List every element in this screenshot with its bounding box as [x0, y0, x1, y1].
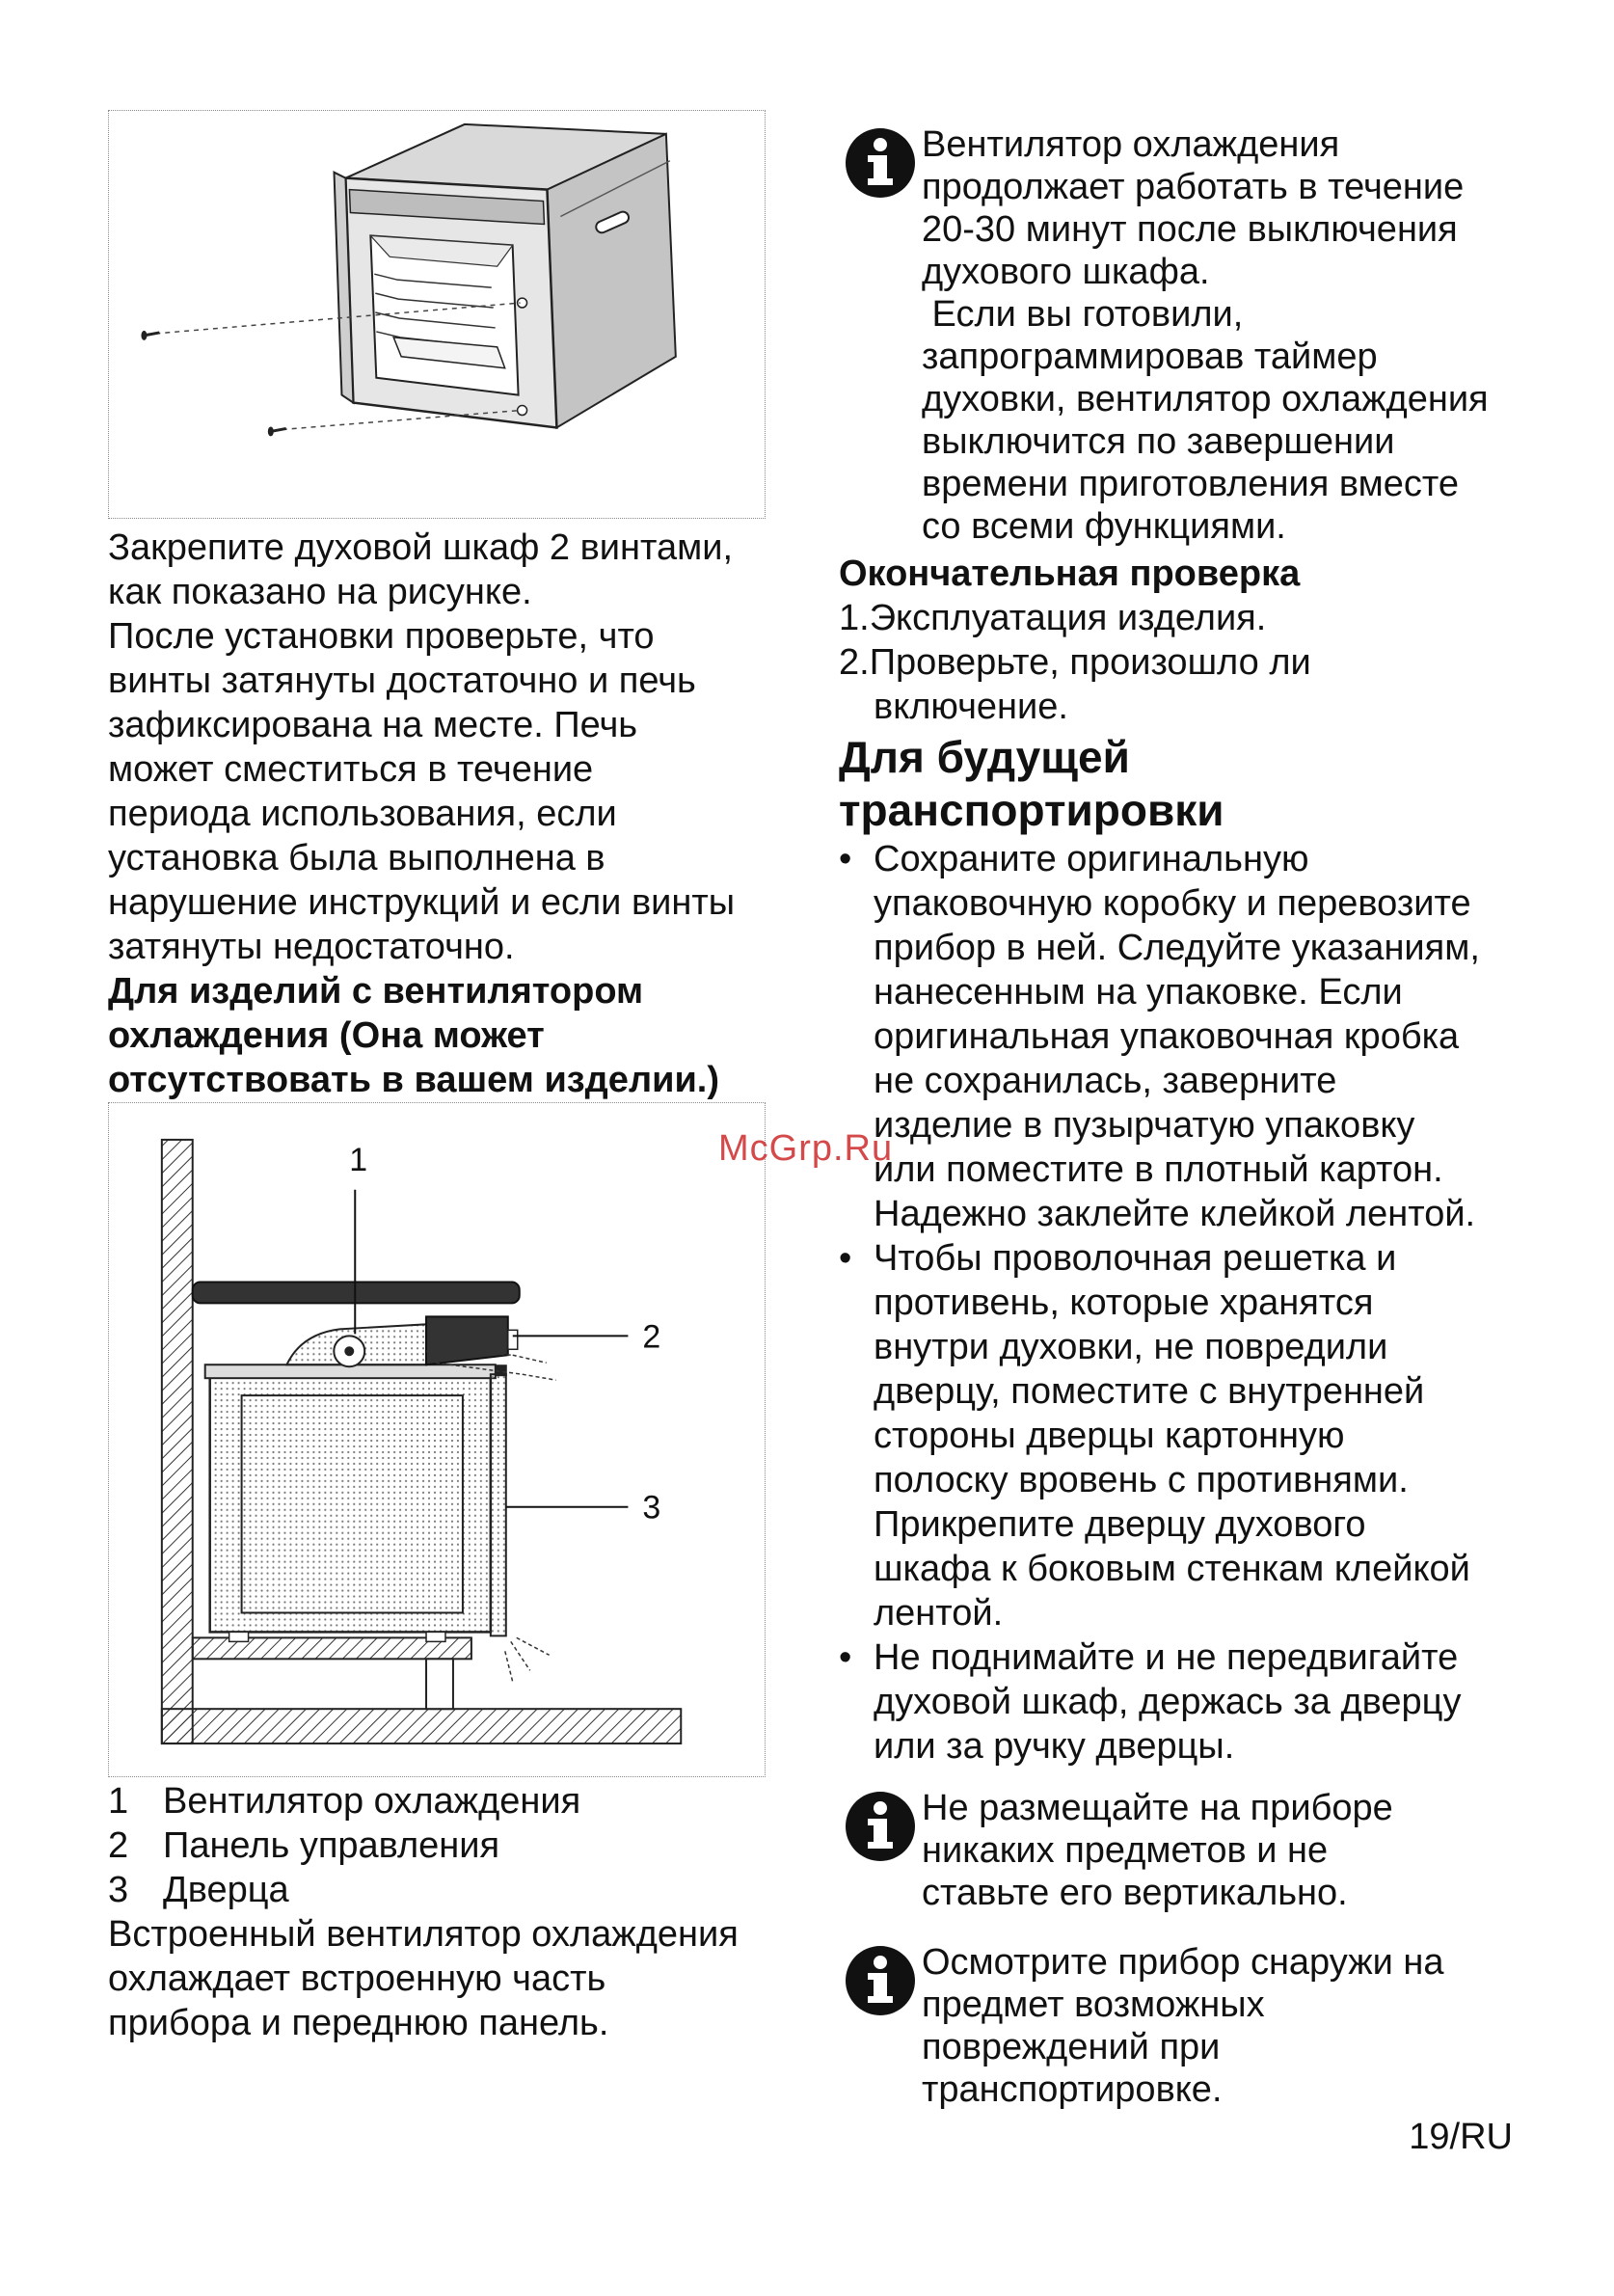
text-line: Сохраните оригинальную [874, 839, 1309, 879]
legend-item [108, 1868, 783, 1912]
text-line: предмет возможных [922, 1985, 1265, 2025]
text-line: охлаждает встроенную часть [108, 1958, 606, 1999]
bullet-mark: • [839, 1238, 852, 1279]
text-line: Если вы готовили, [922, 294, 1244, 335]
text-line: повреждений при [922, 2027, 1221, 2067]
text-line: прибора и переднюю панель. [108, 2003, 609, 2043]
info-icon [845, 123, 922, 548]
text-line: может сместиться в течение [108, 749, 594, 790]
legend-number: 1 [108, 1781, 129, 1822]
numbered-item [839, 596, 1533, 640]
info-note-fan [845, 123, 1520, 548]
bullet-item [839, 1236, 1533, 1635]
text-line: 20-30 минут после выключения [922, 209, 1458, 250]
text-line: лентой. [874, 1593, 1004, 1634]
text-line: стороны дверцы картонную [874, 1416, 1345, 1456]
text-line: упаковочную коробку и перевозите [874, 883, 1471, 924]
bullet-mark: • [839, 839, 852, 879]
page-number: 19/RU [1409, 2117, 1513, 2157]
text-line: Закрепите духовой шкаф 2 винтами, [108, 527, 734, 568]
bullet-item [839, 1635, 1533, 1769]
info-icon [845, 1941, 922, 2111]
callout-label-fan: 1 [349, 1141, 368, 1178]
wall [162, 1140, 193, 1743]
legend-number: 2 [108, 1825, 129, 1866]
text-line: внутри духовки, не повредили [874, 1327, 1388, 1367]
item-number: 2. [839, 642, 870, 683]
text-line: не сохранилась, заверните [874, 1061, 1337, 1101]
oven-mounting-figure [108, 110, 766, 519]
text-line: установка была выполнена в [108, 838, 605, 878]
text-line: или за ручку дверцы. [874, 1726, 1235, 1767]
legend-label: Вентилятор охлаждения [163, 1781, 581, 1822]
text-line: периода использования, если [108, 794, 617, 834]
text-line: Надежно заклейте клейкой лентой. [874, 1194, 1476, 1234]
text-line: Встроенный вентилятор охлаждения [108, 1914, 739, 1955]
transport-heading: транспортировки [839, 785, 1224, 835]
text-line: или поместите в плотный картон. [874, 1149, 1443, 1190]
text-line: полоску вровень с противнями. [874, 1460, 1409, 1500]
item-text: включение. [874, 687, 1068, 727]
bullet-mark: • [839, 1637, 852, 1678]
text-line: как показано на рисунке. [108, 572, 532, 612]
cooling-fan-figure [108, 1102, 766, 1777]
legend-label: Панель управления [163, 1825, 500, 1866]
text-line: времени приготовления вместе [922, 464, 1459, 504]
transport-heading: Для будущей [839, 732, 1130, 782]
oven-door [491, 1374, 506, 1635]
text-line: транспортировке. [922, 2069, 1223, 2110]
text-line: выключится по завершении [922, 421, 1395, 462]
info-note-placement [845, 1787, 1520, 1914]
text-line: Чтобы проволочная решетка и [874, 1238, 1397, 1279]
numbered-item [839, 640, 1533, 685]
text-line: нанесенным на упаковке. Если [874, 972, 1403, 1013]
text-line: со всеми функциями. [922, 506, 1286, 547]
cooling-fan-diagram [109, 1103, 765, 1776]
text-line: ставьте его вертикально. [922, 1873, 1348, 1913]
text-line: продолжает работать в течение [922, 167, 1465, 207]
bullet-item [839, 837, 1533, 1236]
text-line: После установки проверьте, что [108, 616, 655, 657]
info-icon [845, 1787, 922, 1914]
screw-icon [141, 331, 159, 340]
text-line: дверцу, поместите с внутренней [874, 1371, 1425, 1412]
fan-section-heading: охлаждения (Она может [108, 1015, 545, 1056]
text-line: никаких предметов и не [922, 1830, 1329, 1871]
fan-section-heading: отсутствовать в вашем изделии.) [108, 1060, 720, 1100]
watermark: McGrp.Ru [718, 1128, 894, 1169]
legend-number: 3 [108, 1870, 129, 1910]
text-line: нарушение инструкций и если винты [108, 882, 736, 923]
text-line: изделие в пузырчатую упаковку [874, 1105, 1415, 1146]
text-line: Не поднимайте и не передвигайте [874, 1637, 1459, 1678]
final-check-heading: Окончательная проверка [839, 554, 1301, 594]
floor [162, 1709, 681, 1743]
oven-body [210, 1374, 491, 1632]
text-line: зафиксирована на месте. Печь [108, 705, 638, 745]
text-line: Вентилятор охлаждения [922, 124, 1340, 165]
text-line: прибор в ней. Следуйте указаниям, [874, 928, 1480, 968]
text-line: духовки, вентилятор охлаждения [922, 379, 1489, 419]
item-number: 1. [839, 598, 870, 638]
oven-mounting-illustration [109, 111, 765, 518]
text-line: винты затянуты достаточно и печь [108, 661, 696, 701]
text-line: Прикрепите дверцу духового [874, 1504, 1366, 1545]
item-text: Проверьте, произошло ли [869, 642, 1311, 683]
text-line: запрограммировав таймер [922, 337, 1378, 377]
text-line: шкафа к боковым стенкам клейкой [874, 1549, 1470, 1589]
fan-section-heading: Для изделий с вентилятором [108, 971, 644, 1012]
screw-icon [268, 426, 286, 436]
figure-legend [108, 1779, 783, 2045]
transport-section [839, 731, 1533, 1769]
legend-item [108, 1823, 783, 1868]
legend-label: Дверца [163, 1870, 289, 1910]
fixing-instructions [108, 526, 783, 1102]
text-line: противень, которые хранятся [874, 1283, 1374, 1323]
callout-label-panel: 2 [642, 1318, 661, 1356]
final-check-section [839, 552, 1533, 729]
item-text: Эксплуатация изделия. [869, 598, 1267, 638]
text-line: Осмотрите прибор снаружи на [922, 1942, 1444, 1983]
legend-item [108, 1779, 783, 1823]
text-line: оригинальная упаковочная кробка [874, 1016, 1460, 1057]
text-line: затянуты недостаточно. [108, 927, 515, 967]
info-note-inspection [845, 1941, 1520, 2111]
callout-label-door: 3 [642, 1489, 661, 1526]
text-line: Не размещайте на приборе [922, 1788, 1393, 1828]
text-line: духовой шкаф, держась за дверцу [874, 1682, 1462, 1722]
text-line: духового шкафа. [922, 252, 1210, 292]
